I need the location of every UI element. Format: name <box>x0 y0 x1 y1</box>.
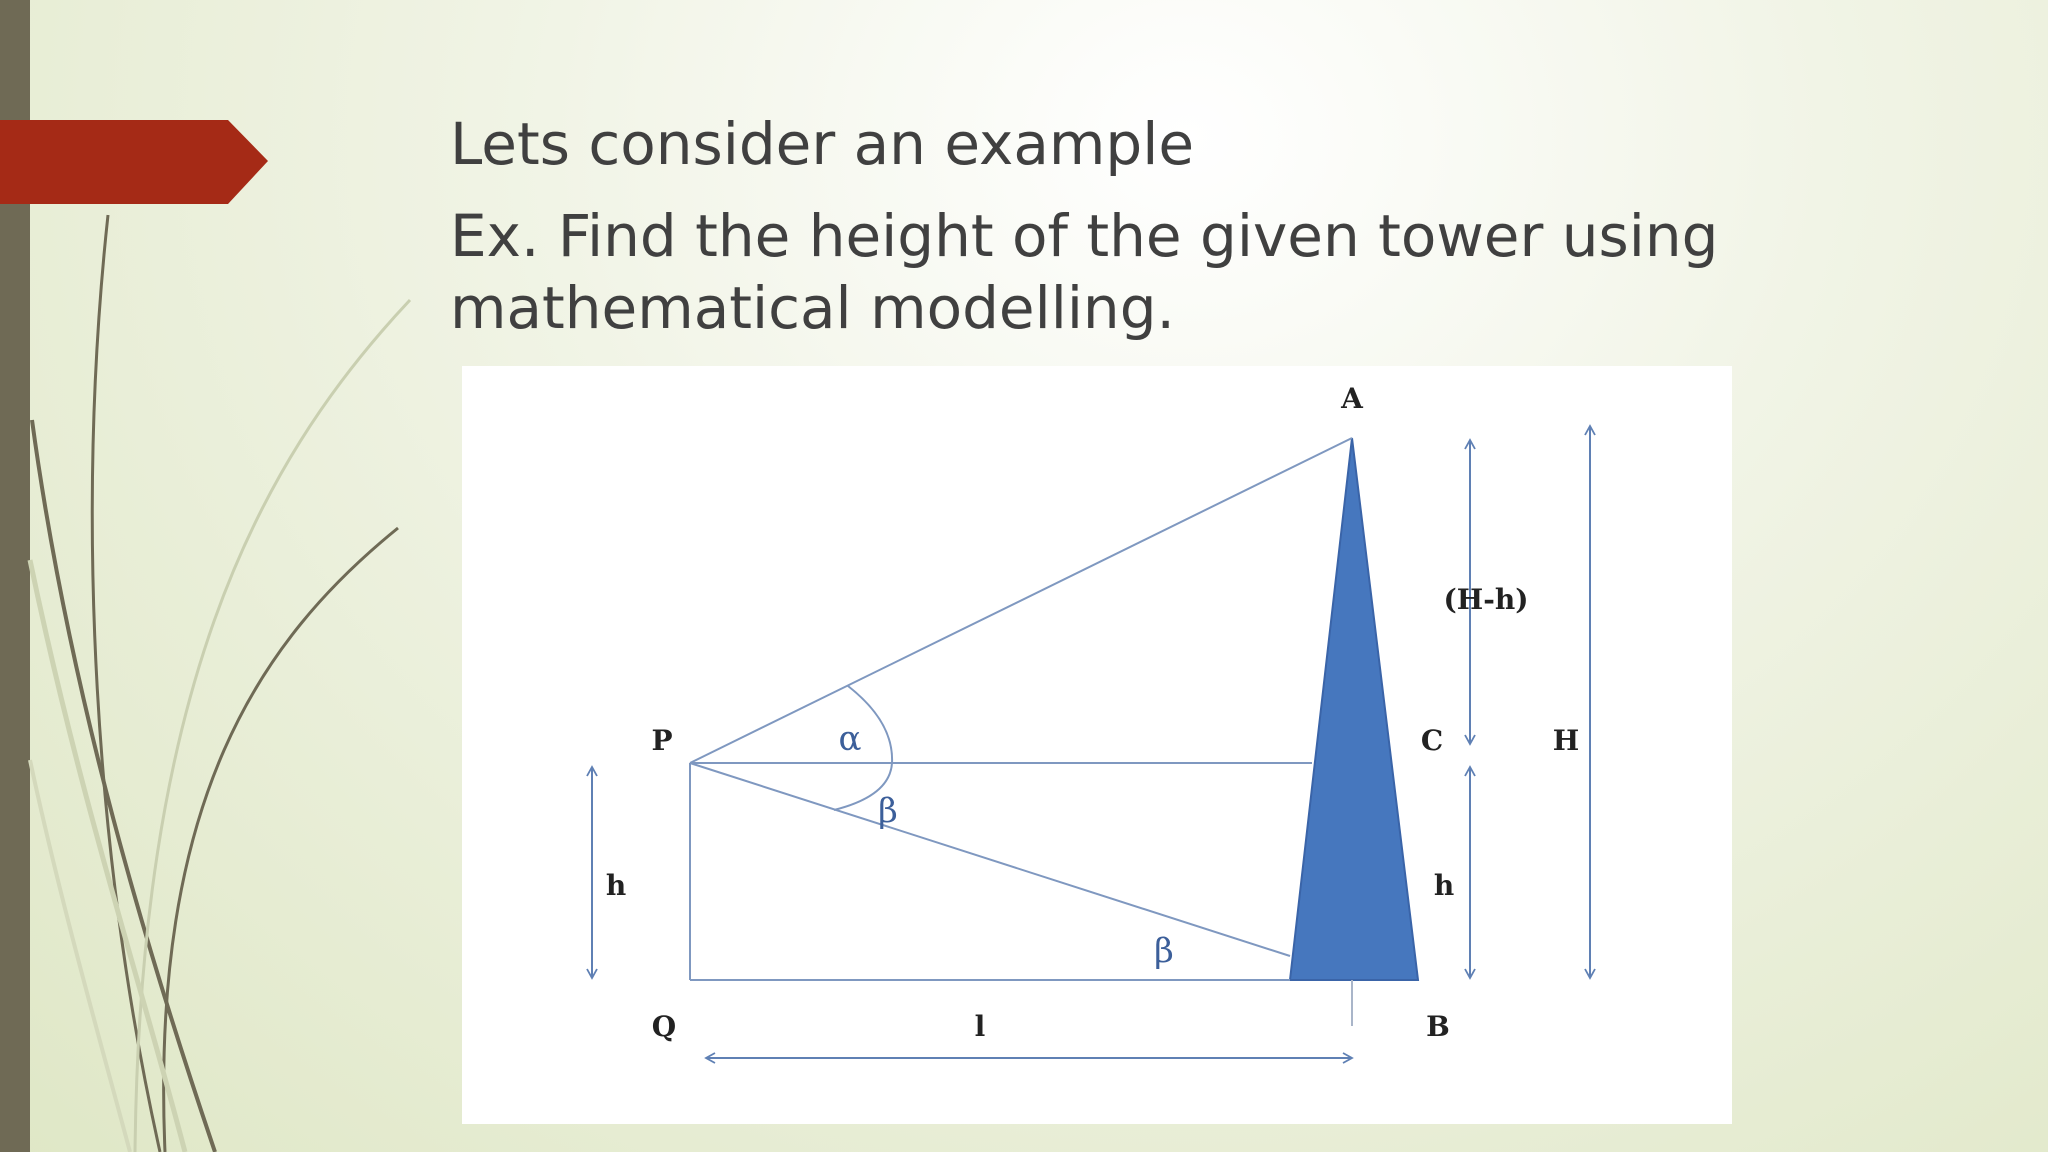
label-distance-l: l <box>974 1010 986 1043</box>
label-point-b: B <box>1426 1010 1450 1043</box>
title-accent-banner <box>0 120 268 204</box>
label-total-height: H <box>1552 724 1580 757</box>
problem-statement-line-1: Ex. Find the height of the given tower using <box>450 202 1719 270</box>
line-of-sight-to-top <box>690 438 1352 763</box>
slide-title: Lets consider an example <box>450 110 1195 178</box>
label-angle-alpha: α <box>838 719 862 759</box>
label-point-p: P <box>651 724 673 757</box>
label-h-minus-h: (H-h) <box>1443 583 1529 616</box>
line-of-sight-to-base <box>690 763 1290 956</box>
label-h-left: h <box>605 869 627 902</box>
problem-statement-line-2: mathematical modelling. <box>450 274 1175 342</box>
label-point-q: Q <box>651 1010 677 1043</box>
slide-body-text <box>450 200 1750 344</box>
label-point-a: A <box>1341 382 1363 415</box>
tower-shape <box>1290 438 1418 980</box>
tower-diagram-panel <box>462 366 1732 1124</box>
decorative-curve <box>92 215 160 1152</box>
slide-decoration <box>0 0 420 1152</box>
decorative-curve <box>164 528 398 1152</box>
decorative-curve <box>135 300 410 1152</box>
decorative-curve <box>32 420 215 1152</box>
tower-height-diagram <box>462 366 1732 1124</box>
label-point-c: C <box>1420 724 1444 757</box>
label-angle-beta-at-base: β <box>1154 931 1174 971</box>
label-angle-beta-at-p: β <box>878 791 898 831</box>
label-h-right: h <box>1433 869 1455 902</box>
